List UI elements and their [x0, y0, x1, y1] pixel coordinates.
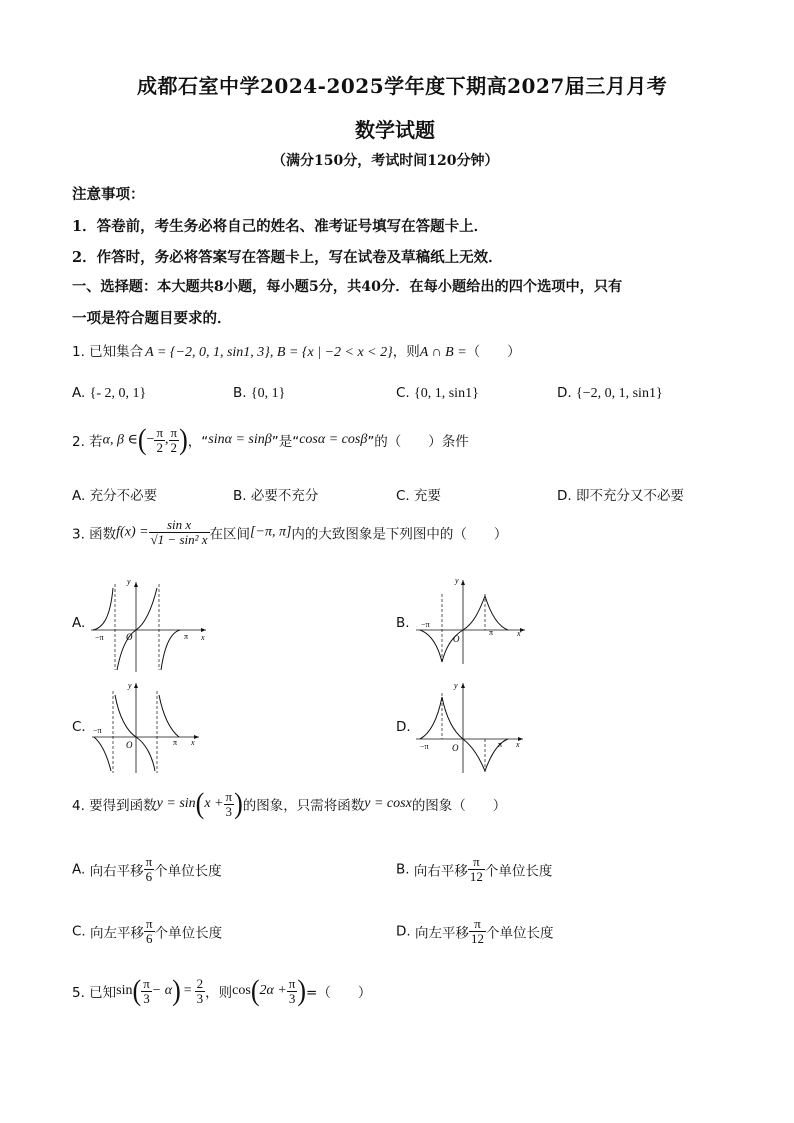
pi-label: π [498, 740, 503, 749]
q2-quote: ，“ [187, 434, 209, 450]
frac-den: 3 [288, 990, 296, 1006]
q4-frac [224, 790, 235, 819]
paper-subtitle: 数学试题 [355, 118, 435, 142]
q3-mid: 在区间 [209, 526, 251, 543]
q5-frac-3 [287, 977, 298, 1006]
q4-option-a [72, 855, 222, 884]
q3-prefix: 3. 函数 [72, 526, 117, 543]
y-arrow [134, 683, 138, 688]
q3-option-b-label: B. [396, 615, 410, 631]
notice-item-1: 1．答卷前，考生务必将自己的姓名、准考证号填写在答题卡上． [72, 218, 489, 235]
curve-left [93, 588, 113, 630]
q2-mid: ”是“ [271, 434, 300, 450]
origin-label: O [126, 632, 133, 642]
frac-num: π [156, 424, 164, 440]
q2-option-c [396, 484, 441, 504]
option-pre: 向右平移 [413, 863, 468, 880]
q2-comma: , [165, 432, 169, 447]
frac-den: 2 [170, 439, 178, 455]
frac-num: π [146, 916, 153, 931]
neg-pi-label: −π [421, 620, 430, 629]
y-label: y [454, 681, 458, 690]
option-pre: 向左平移 [414, 925, 469, 942]
q5-two-alpha: 2α + [259, 983, 287, 998]
q4-close-paren: ) [234, 786, 243, 821]
option-pre: 向左平移 [90, 925, 145, 942]
y-label: y [455, 576, 459, 585]
q4-option-b [396, 855, 552, 884]
option-post: 个单位长度 [485, 925, 554, 942]
origin-label: O [126, 740, 133, 750]
q4-x-plus: x + [204, 796, 224, 811]
section-heading-line1: 一、选择题：本大题共8小题，每小题5分，共40分．在每小题给出的四个选项中，只有 [72, 279, 623, 295]
y-arrow [134, 582, 138, 587]
option-text: 必要不充分 [250, 488, 319, 504]
notice-heading: 注意事项： [72, 186, 145, 203]
q5-minus-alpha: − α [151, 983, 173, 998]
frac-num: π [143, 975, 150, 991]
curve-right [159, 695, 179, 737]
curve-left [94, 737, 111, 771]
pi-label: π [184, 632, 189, 641]
curve-right [161, 630, 180, 670]
q3-option-c-label: C. [72, 719, 86, 735]
q3-suffix: 内的大致图象是下列图中的（ ） [291, 526, 508, 543]
option-label: C. [396, 488, 410, 504]
frac-num: π [170, 424, 178, 440]
frac-num: π [468, 855, 485, 870]
frac-num: sin x [149, 518, 210, 533]
curve-middle [115, 695, 155, 771]
q4-prefix: 4. 要得到函数 [72, 798, 157, 814]
option-label: B. [233, 488, 247, 504]
y-label: y [128, 681, 132, 690]
section-heading-line2: 一项是符合题目要求的． [72, 310, 232, 327]
option-label: D. [557, 385, 572, 401]
q3-fraction [149, 518, 210, 547]
option-frac [144, 917, 155, 946]
q5-prefix: 5. 已知 [72, 985, 117, 1001]
option-label: D. [557, 488, 572, 504]
x-label: x [191, 738, 195, 747]
q1-option-d [557, 385, 663, 402]
q5-open-paren-2: ( [250, 973, 260, 1008]
option-text: {0, 1, sin1} [414, 386, 479, 401]
q5-cos: cos [232, 983, 251, 998]
option-label: A. [72, 385, 86, 401]
option-pre: 向右平移 [89, 863, 144, 880]
q5-frac-1 [141, 977, 152, 1006]
frac-num: π [225, 788, 233, 804]
q5-eq: = [183, 983, 192, 998]
q4-func2: y = cosx [364, 796, 412, 811]
q1-expr: A ∩ B = [419, 345, 467, 360]
frac-den: 6 [145, 869, 153, 884]
neg-pi-label: −π [420, 742, 429, 751]
q1-option-c [396, 385, 479, 402]
y-label: y [127, 577, 131, 586]
option-text: 充要 [414, 488, 442, 504]
frac-den: 3 [143, 990, 150, 1006]
option-post: 个单位长度 [484, 863, 553, 880]
option-text: {- 2, 0, 1} [89, 386, 147, 401]
q3-fx: f(x) = [116, 524, 149, 540]
option-label: B. [233, 385, 247, 401]
q2-minus: − [146, 432, 155, 447]
x-arrow [520, 628, 525, 632]
option-post: 个单位长度 [154, 925, 223, 942]
q2-close-paren: ) [179, 422, 188, 457]
option-text: 充分不必要 [89, 488, 158, 504]
origin-label: O [452, 743, 459, 753]
pi-label: π [489, 628, 494, 637]
q3-graph-a [86, 574, 216, 674]
q2-cond-1: sinα = sinβ [208, 432, 272, 447]
q4-option-d [396, 917, 553, 946]
frac-den: 12 [470, 931, 484, 946]
q5-close-paren-2: ) [297, 973, 307, 1008]
exam-info: （满分150分，考试时间120分钟） [272, 153, 499, 169]
frac-den: 3 [196, 990, 204, 1006]
q5-sin: sin [116, 983, 133, 998]
frac-den: 3 [225, 803, 233, 819]
question-2 [72, 422, 469, 457]
x-label: x [517, 629, 521, 638]
q2-frac-left [154, 426, 165, 455]
q1-option-a [72, 385, 146, 402]
option-text: {0, 1} [250, 386, 286, 401]
q2-option-a [72, 484, 157, 504]
q1-set-a: A = {−2, 0, 1, sin1, 3} [145, 345, 270, 360]
q1-option-b [233, 385, 285, 402]
x-label: x [201, 633, 205, 642]
frac-den: 12 [469, 869, 483, 884]
q4-suffix: 的图象（ ） [411, 798, 507, 814]
frac-den: 6 [146, 931, 153, 946]
option-frac [468, 855, 485, 884]
y-arrow [461, 683, 465, 688]
option-label: A. [72, 488, 86, 504]
q2-vars: α, β ∈ [102, 432, 138, 448]
x-arrow [194, 735, 199, 739]
q5-open-paren-1: ( [132, 973, 142, 1008]
option-text: 即不充分又不必要 [575, 488, 684, 504]
q4-open-paren: ( [195, 786, 205, 821]
origin-label: O [453, 634, 460, 644]
neg-pi-label: −π [93, 726, 102, 735]
q3-option-a-label: A. [72, 615, 86, 631]
curve-middle [117, 588, 157, 670]
option-label: C. [396, 385, 410, 401]
q5-frac-2 [195, 977, 206, 1006]
curve [420, 697, 508, 771]
frac-num: π [288, 975, 296, 991]
q3-option-d-label: D. [396, 719, 411, 735]
option-post: 个单位长度 [154, 863, 222, 880]
q3-graph-c [89, 677, 209, 775]
option-text: {−2, 0, 1, sin1} [575, 386, 663, 401]
option-frac [469, 917, 486, 946]
x-arrow [201, 628, 206, 632]
q4-option-c [72, 917, 222, 946]
q1-suffix: ，则 [392, 344, 420, 360]
q2-option-d [557, 484, 684, 504]
question-4 [72, 786, 507, 821]
frac-num: 2 [196, 975, 204, 991]
q5-close-paren-1: ) [172, 973, 181, 1008]
option-label: B. [396, 861, 410, 878]
exam-title: 成都石室中学2024-2025学年度下期高2027届三月月考 [137, 74, 668, 98]
notice-item-2: 2．作答时，务必将答案写在答题卡上，写在试卷及草稿纸上无效． [72, 249, 503, 266]
pi-label: π [173, 738, 178, 747]
question-5 [72, 973, 372, 1008]
q5-mid: ，则 [205, 985, 233, 1001]
q1-prefix: 1. 已知集合 [72, 344, 144, 360]
frac-den: √1 − sin² x [150, 532, 208, 547]
q3-graph-b [413, 574, 533, 666]
q4-func1: y = sin [156, 796, 196, 811]
neg-pi-label: −π [95, 633, 104, 642]
frac-num: π [145, 854, 153, 869]
q1-blank: （ ） [466, 344, 521, 360]
q2-suffix: ”的（ ）条件 [367, 434, 469, 450]
option-label: C. [72, 923, 86, 940]
y-arrow [461, 580, 465, 585]
q2-cond-2: cosα = cosβ [299, 432, 368, 447]
question-3 [72, 518, 507, 547]
q2-open-paren: ( [137, 422, 147, 457]
option-label: A. [72, 861, 86, 878]
q1-set-b: , B = {x | −2 < x < 2} [269, 345, 393, 360]
q3-interval: [−π, π] [250, 524, 292, 540]
curve [420, 596, 508, 662]
x-label: x [516, 740, 520, 749]
question-1 [72, 340, 521, 361]
option-frac [144, 855, 155, 884]
frac-num: π [469, 917, 486, 932]
option-label: D. [396, 923, 411, 940]
q3-graph-d [413, 677, 531, 775]
q2-frac-right [169, 426, 180, 455]
q2-prefix: 2. 若 [72, 434, 103, 450]
q4-mid: 的图象，只需将函数 [242, 798, 365, 814]
q5-suffix: =（ ） [306, 985, 372, 1001]
frac-den: 2 [156, 439, 163, 455]
q2-option-b [233, 484, 318, 504]
